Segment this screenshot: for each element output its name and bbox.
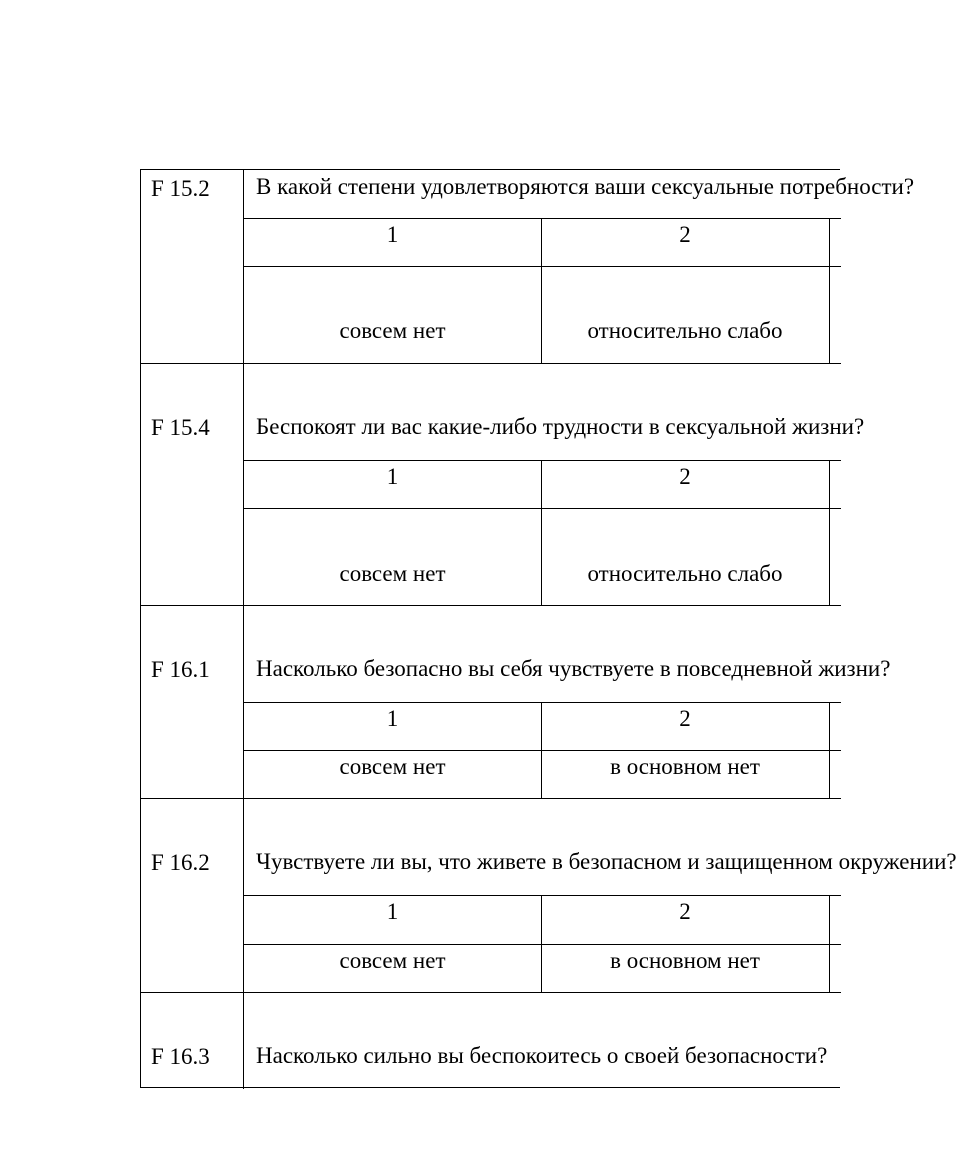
answer-grid [244, 364, 865, 606]
question-row [141, 363, 865, 605]
scale-label: совсем нет [339, 754, 446, 779]
question-text: Насколько безопасно вы себя чувствуете в повседневной жизни? [256, 656, 891, 681]
question-text: В какой степени удовлетворяются ваши сексуальные потребности? [256, 174, 915, 199]
grid-line [244, 895, 841, 896]
grid-line [829, 702, 830, 799]
answer-grid [244, 606, 891, 799]
scale-value: 2 [679, 899, 691, 924]
grid-line [829, 218, 830, 363]
question-row [141, 605, 891, 798]
grid-line [829, 895, 830, 993]
grid-line [244, 944, 841, 945]
grid-line [244, 218, 841, 219]
grid-line [244, 702, 841, 703]
question-row [141, 170, 915, 363]
scale-value: 2 [679, 222, 691, 247]
scale-label: совсем нет [339, 948, 446, 973]
questionnaire-table [140, 169, 957, 1088]
scale-value: 2 [679, 464, 691, 489]
grid-line [244, 750, 841, 751]
scale-value: 1 [386, 706, 399, 731]
scale-value: 2 [679, 706, 691, 731]
grid-line [829, 460, 830, 606]
scale-label: относительно слабо [587, 318, 783, 343]
scale-value: 1 [386, 464, 399, 489]
grid-line [244, 266, 841, 267]
question-code: F 15.4 [141, 364, 244, 605]
question-row [141, 992, 841, 1089]
question-code: F 16.2 [141, 799, 244, 992]
scale-value: 1 [386, 222, 399, 247]
scale-label: в основном нет [610, 948, 760, 973]
question-text: Беспокоят ли вас какие-либо трудности в сексуальной жизни? [256, 414, 865, 439]
question-code: F 15.2 [141, 170, 244, 363]
question-text: Чувствуете ли вы, что живете в безопасном и защищенном окружении? [256, 849, 957, 874]
scale-label: совсем нет [339, 318, 446, 343]
grid-line [244, 508, 841, 509]
answer-grid [244, 799, 957, 993]
scale-label: совсем нет [339, 561, 446, 586]
grid-line [244, 460, 841, 461]
question-code: F 16.1 [141, 606, 244, 798]
scale-label: в основном нет [610, 754, 760, 779]
scale-label: относительно слабо [587, 561, 783, 586]
question-row [141, 798, 957, 992]
question-code: F 16.3 [141, 993, 244, 1089]
scale-value: 1 [386, 899, 399, 924]
question-text: Насколько сильно вы беспокоитесь о своей безопасности? [256, 1043, 828, 1068]
answer-grid [244, 170, 915, 363]
